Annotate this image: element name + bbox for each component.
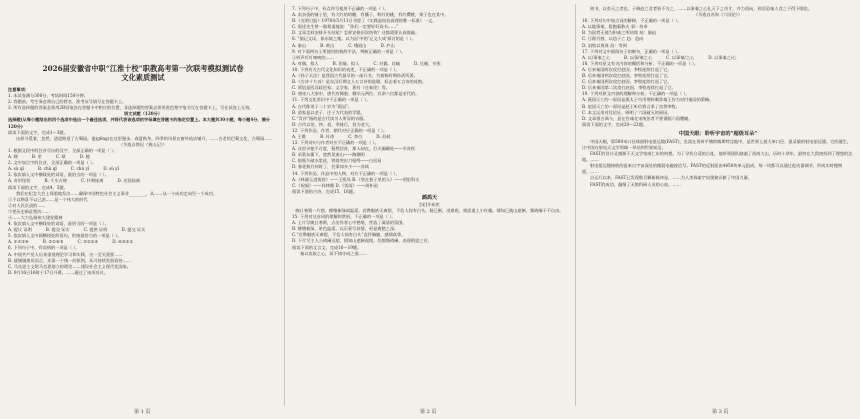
text-line: 我们在纪念大会上郑重地发出……确保中国特色社会主义事业________，从……从一个成功走向另一个成功。 (16, 190, 218, 196)
text-line: 4. 依次填入文中横线处的词语，最恰当的一项是（ ）。 (8, 221, 109, 227)
answer-option: D. 梗 (79, 154, 90, 160)
answer-option: D. ④③②① (112, 239, 134, 245)
page-number-2: 第 2 页 (420, 409, 437, 415)
text-line: 阅读下面的古诗，完成15、16题。 (292, 188, 358, 194)
exam-subject: 文化素质测试 (121, 73, 165, 82)
answer-option: B. 以事/秦之心 (624, 54, 653, 60)
text-line: 选择题(从每小题给出的四个选项中选出一个最佳选项，并将代表该选项的字母填在答题卡的指定位置上。本大题共30小题，每小题4分，满分120分) (8, 117, 270, 129)
text-line: C. 后来秦国两次攻打赵国，李牧连续打退了它。 (582, 79, 672, 85)
answer-option: C. 峨眉山 (348, 42, 367, 48)
answer-option: C. 以事秦/之心 (666, 54, 695, 60)
text-line: 阅读下面的文言文，完成16～19题。 (292, 244, 362, 250)
text-line: FAST的成功，凝聚了无数科研人员的心血，…… (590, 181, 681, 187)
answer-option: D. 光怪陆离 (117, 178, 141, 184)
text-line: A. 后来秦国两次攻打赵国，李牧连续打退了它。 (582, 66, 672, 72)
text-line: 2. 文中加点字的注音，全部正确的一项是（ ）。 (8, 160, 97, 166)
text-line: D. 春花秋月何时了，往事知多少——苏轼 (292, 164, 370, 170)
text-line: C.“若教眼底无离恨，不信人间有白头”直抒胸臆，感情真挚。 (292, 232, 406, 238)
answer-option: B. ②①④③ (42, 239, 64, 245)
text-line: A.《孙子兵法》是我国古代最早的一部兵书，为春秋时期孙武所著。 (292, 73, 418, 79)
text-line: C. 银瓶乍破水浆迸，铁骑突出刀枪鸣——白居易 (292, 158, 382, 164)
page-3-content (582, 6, 854, 188)
text-line: C. 叙述先生曾一脸郑重地说：“你们一定要好好读书……” (292, 24, 399, 30)
text-line: 16. 下列对句中加点词的解释，不正确的一项是（ ）。 (582, 18, 682, 24)
answer-option: D. 提交 证实 (121, 227, 146, 233)
text-line: 这样寻觅着，忽然，爸爸跨进了古蜀园，他(ɡěnɡ)在这里漫步。春夏秋冬，四季的风景在窗外依次铺开，……古老的巴蜀文化，古蜀园…… (16, 135, 273, 141)
answer-option: A. ①②③④ (8, 239, 29, 245)
text-line: ②对人民负责的…… (8, 202, 46, 208)
reading-title: 中国天眼：聆听宇宙的“超级耳朵” (678, 130, 758, 137)
answer-option: C. 提供 证明 (83, 227, 108, 233)
answer-option: B. 千头万绪 (44, 178, 67, 184)
text-line: C. 贾谊是西汉政论家、文学家，著有《过秦论》等。 (292, 85, 390, 91)
text-line: D. 后来秦国第二次攻打赵国，李牧连续打退了它。 (582, 85, 676, 91)
text-line: D. 唐宋八大家中，唐代有韩愈、柳宗元两位，其余六位都是宋代的。 (292, 91, 420, 97)
answer-option: B. 杜甫 (320, 133, 335, 139)
text-line: B. 后来秦国两次攻打赵国，李牧连续打退了它。 (582, 73, 672, 79)
text-line: 晚日寒鸦一片愁，柳塘新绿却温柔。若教眼底无离恨，不信人间有白头。肠已断，泪难收，相思重上小红楼。情知已被山遮断，频倚阑干不自由。 (295, 208, 564, 213)
text-line: A. 古代称男子二十岁为“弱冠”。 (292, 103, 353, 109)
text-line: 2. 答题前，考生务必将自己的姓名、准考证号填写在答题卡上。 (8, 99, 127, 105)
answer-option: B. chù qǐ (37, 166, 57, 172)
answer-option: D. 庐山 (380, 42, 395, 48)
text-line: 11. 下列文化常识中不正确的一项是（ ）。 (292, 97, 371, 103)
text-line: 1. 根据文段中的注音写出的汉字，全部正确的一项是（ ）。 (8, 147, 118, 153)
answer-option: A. 以/事秦之心 (582, 54, 611, 60)
answer-option: C. 李白 (348, 133, 363, 139)
text-line: 19. 下列对原文内容的理解和分析，不正确的一项是（ ）。 (582, 91, 690, 97)
page-1-content (8, 87, 278, 276)
text-line: B.《光明日报》1978年5月11日刊登了《实践是检验真理的唯一标准》一文。 (292, 18, 437, 24)
text-line: A. 卖杂货的铺子里，有大红的奶糖，有橘子，粉红的桃，有红樱桃，果子也在其中。 (292, 12, 449, 18)
text-line: C. 马克思主义给马克思创立的理论……建设社会主义现代化国家。 (8, 263, 131, 269)
answer-option: B. 更 (31, 154, 42, 160)
text-line: A. 以地事秦，犹抱薪救火 事：侍奉 (582, 24, 648, 30)
column-divider (575, 4, 576, 406)
text-line: 自运行以来，FAST已发现数百颗新脉冲星，……为人类探索宇宙奥秘贡献了中国力量。 (590, 175, 752, 181)
answer-option: D. 比喻，夸张 (413, 60, 441, 66)
text-line: ③把历史新征程的…… (8, 208, 50, 214)
text-line: D. 9月16日16时于17日开幕，……通过了该项决议。 (8, 269, 108, 275)
text-line: 秦以攻取之心，而不知守成之道…… (300, 250, 368, 256)
text-line: ①不以物喜不以己悲……是一个伟大的时代 (8, 196, 88, 202)
page-3-column (582, 6, 854, 404)
page-number-1: 第 1 页 (134, 409, 151, 415)
exam-title: 2026届安徽省中职“江淮十校”职教高考第一次联考模拟测试卷 (42, 64, 244, 73)
answer-option: D. 苏轼 (376, 133, 391, 139)
text-line: A. 上片写晚日寒鸦，点出作者心中愁绪，营造了凄清的氛围。 (292, 220, 407, 226)
text-line: C.《祝福》——祥林嫂 D.《雷雨》——周朴园 (292, 182, 378, 188)
text-line: 12. 下列作品、作者、朝代对应正确的一项是（ ）。 (292, 127, 388, 133)
text-line: D. 下片写主人公倚阑远望，情知山遮断视线，仍频频倚阑，表现相思之苦。 (292, 238, 432, 244)
text-line: A. 燕国灭亡的一原因是燕太子丹用荆轲刺杀秦王作为对付秦国的策略。 (582, 97, 714, 103)
text-line: [宋]辛弃疾 (419, 201, 440, 207)
answer-option: C. 对偶，比喻 (373, 60, 400, 66)
text-line: 17. 下列对文中画线句子的断句，正确的一项是（ ）。 (582, 48, 682, 54)
text-line: 3. 所有选择题的答案必须用2B铅笔涂在答题卡中相应的位置，非选择题的答案必须用黑色签字笔书写在答题卡上，写在试卷上无效。 (8, 105, 254, 111)
text-line: 1. 本试卷满分300分，考试时间150分钟。 (8, 93, 88, 99)
text-line: （节选自徐迟《黄山记》） (118, 141, 168, 147)
text-line: 5. 依次填入文中画横线处的语句，衔接最恰当的一项是（ ）。 (8, 233, 122, 239)
text-line: D. 文章怎样安排开头结尾？怎样安排层次结构？这都需要认真推敲。 (292, 30, 420, 36)
text-line: B. 赵国灭亡的一原因是赵王听信谗言杀了良将李牧。 (582, 103, 680, 109)
text-line: B. 就城镇建设而言，还需一个统一的原则，从可持续发展看待…… (8, 257, 131, 263)
answer-option: A. 泰山 (292, 42, 307, 48)
answer-option: A. sù qǐ (8, 166, 24, 172)
text-line: 阅读下面的文字，完成4、5题。 (8, 184, 68, 190)
poem-title: 鹧鸪天 (421, 194, 437, 201)
answer-option: A. 提议 证明 (8, 227, 32, 233)
text-line: ①叫声叮叮咚咚的…… (292, 54, 334, 60)
text-line: D. 洎牧以谗诛 洎：等到 (582, 42, 627, 48)
text-line: 阅读下面的文字，完成1～3题。 (8, 129, 68, 135)
text-line: B.《古诗十九首》是东汉后期文人五言诗的选辑，标志着五言诗的成熟。 (292, 79, 427, 85)
text-line: 6. 下列句子中，有语病的一项是（ ）。 (8, 245, 80, 251)
text-line: 3. 依次填入文中横线处的词语，最恰当的一项是（ ）。 (8, 172, 109, 178)
text-line: 射电望远镜接收的是来自宇宙深处的微弱电磁波信号。FAST的反射面由4450块单元组成，每一块都可以通过促动器调节，形成实时抛物面，…… (582, 163, 843, 175)
text-line: 阅读下面的文字，完成20～22题。 (582, 121, 648, 127)
column-divider (284, 4, 285, 406)
answer-option: C. 耿 (55, 154, 66, 160)
answer-option: A. 对偶，拟人 (292, 60, 319, 66)
text-line: 8. “据记文试，体东坡之地。以为因‘中的’记文大成’探讨的是（ ）。 (292, 36, 416, 42)
text-line: 9. 对下面两句子所使用的修辞手法，判断正确的一项是（ ）。 (292, 48, 406, 54)
text-line: C. 日削月割，以趋于亡 趋：趋向 (582, 36, 644, 42)
answer-option: C. 扑朔迷离 (80, 178, 104, 184)
answer-option: A. 王维 (292, 133, 307, 139)
text-line: 15. 下列对这首词的理解和赏析，不正确的一项是（ ）。 (292, 214, 396, 220)
text-line: 7. 下列句子中，标点符号使用不正确的一项是（ ）。 (292, 6, 389, 11)
text-line: 语文试题（120分） (123, 111, 163, 117)
text-line: 18. 下列对原文有关内容的概括和分析，不正确的一项是（ ）。 (582, 60, 699, 66)
page-1-column (8, 6, 278, 404)
answer-option: C. chù yǐ (70, 166, 90, 172)
text-line: B. 道家是以老子、庄子为代表的学派。 (292, 109, 365, 115)
text-line: ④……大力弘扬伟大建党精神 (8, 214, 63, 220)
text-line: B. 采菊东篱下，悠然见南山——陶渊明 (292, 152, 365, 158)
text-line: C.“青衫”指的是古代读书人所穿的衣服。 (292, 115, 368, 121)
answer-option: A. 哽 (8, 154, 18, 160)
page-2-content (292, 6, 567, 257)
text-line: （节选自苏洵《六国论》） (693, 12, 743, 18)
answer-option: A. 奇形怪状 (8, 178, 31, 184)
text-line: 则书，以有灭之者也。子韩赵之君者皆不为之，……以事秦之心礼天下之奇才，并力西向，则吾恐秦人食之不得下咽也。 (590, 6, 812, 11)
text-line: 14. 下列作品、作品中的人物，对应不正确的一项是（ ）。 (292, 170, 400, 176)
text-line: A.《林黛玉进贾府》——王熙凤 B.《装在套子里的人》——别里科夫 (292, 176, 420, 182)
answer-option: D. sù yǐ (103, 166, 119, 172)
page-number-3: 第 3 页 (712, 409, 729, 415)
page-2-column (292, 6, 567, 404)
text-line: D. 古代以伯、仲、叔、季排行，伯为老大。 (292, 121, 374, 127)
answer-option: D. 以事秦之/心 (708, 54, 737, 60)
text-line: C. 本文运用对比论证，阐明了六国破灭的原因。 (582, 109, 672, 115)
text-line: A. 众里寻他千百度，蓦然回首，那人却在，灯火阑珊处——辛弃疾 (292, 146, 415, 152)
text-line: 中国天眼，即500米口径球面射电望远镜(FAST)，坐落在贵州平塘的喀斯特洼地中，是世界上最大单口径、最灵敏的射电望远镜。它的诞生，让中国在射电天文学领域一举站到世界前沿。 (582, 138, 852, 150)
text-line: B. 为国者无使为积威之所劫哉 劫：胁迫 (582, 30, 657, 36)
answer-option: B. 黄山 (320, 42, 335, 48)
text-line: 注意事项： (8, 87, 29, 92)
text-line: B. 柳塘新绿，景色温柔，以乐景写哀情，更显离愁之深。 (292, 226, 399, 232)
text-line: 13. 下列诗句与作者对应不正确的一项是（ ）。 (292, 140, 379, 146)
text-line: A. 中国共产党人历来重视理论学习和实践，这一至关重要…… (8, 251, 123, 257)
answer-option: C. ③②①④ (77, 239, 99, 245)
answer-option: B. 比喻，拟人 (332, 60, 360, 66)
text-line: D. 文章借古讽今，意在告诫北宋统治者不要重蹈六国覆辙。 (582, 115, 693, 121)
text-line: 10. 下列有关古代文化知识的表述，不正确的一项是（ ）。 (292, 66, 400, 72)
text-line: FAST的设计灵感源于天文学家南仁东的构想。为了寻找合适的台址，他带领团队踏遍了西南大山，历时十余年，最终在大窝凼找到了理想的洼地。…… (582, 151, 853, 163)
answer-option: B. 提交 证实 (45, 227, 70, 233)
